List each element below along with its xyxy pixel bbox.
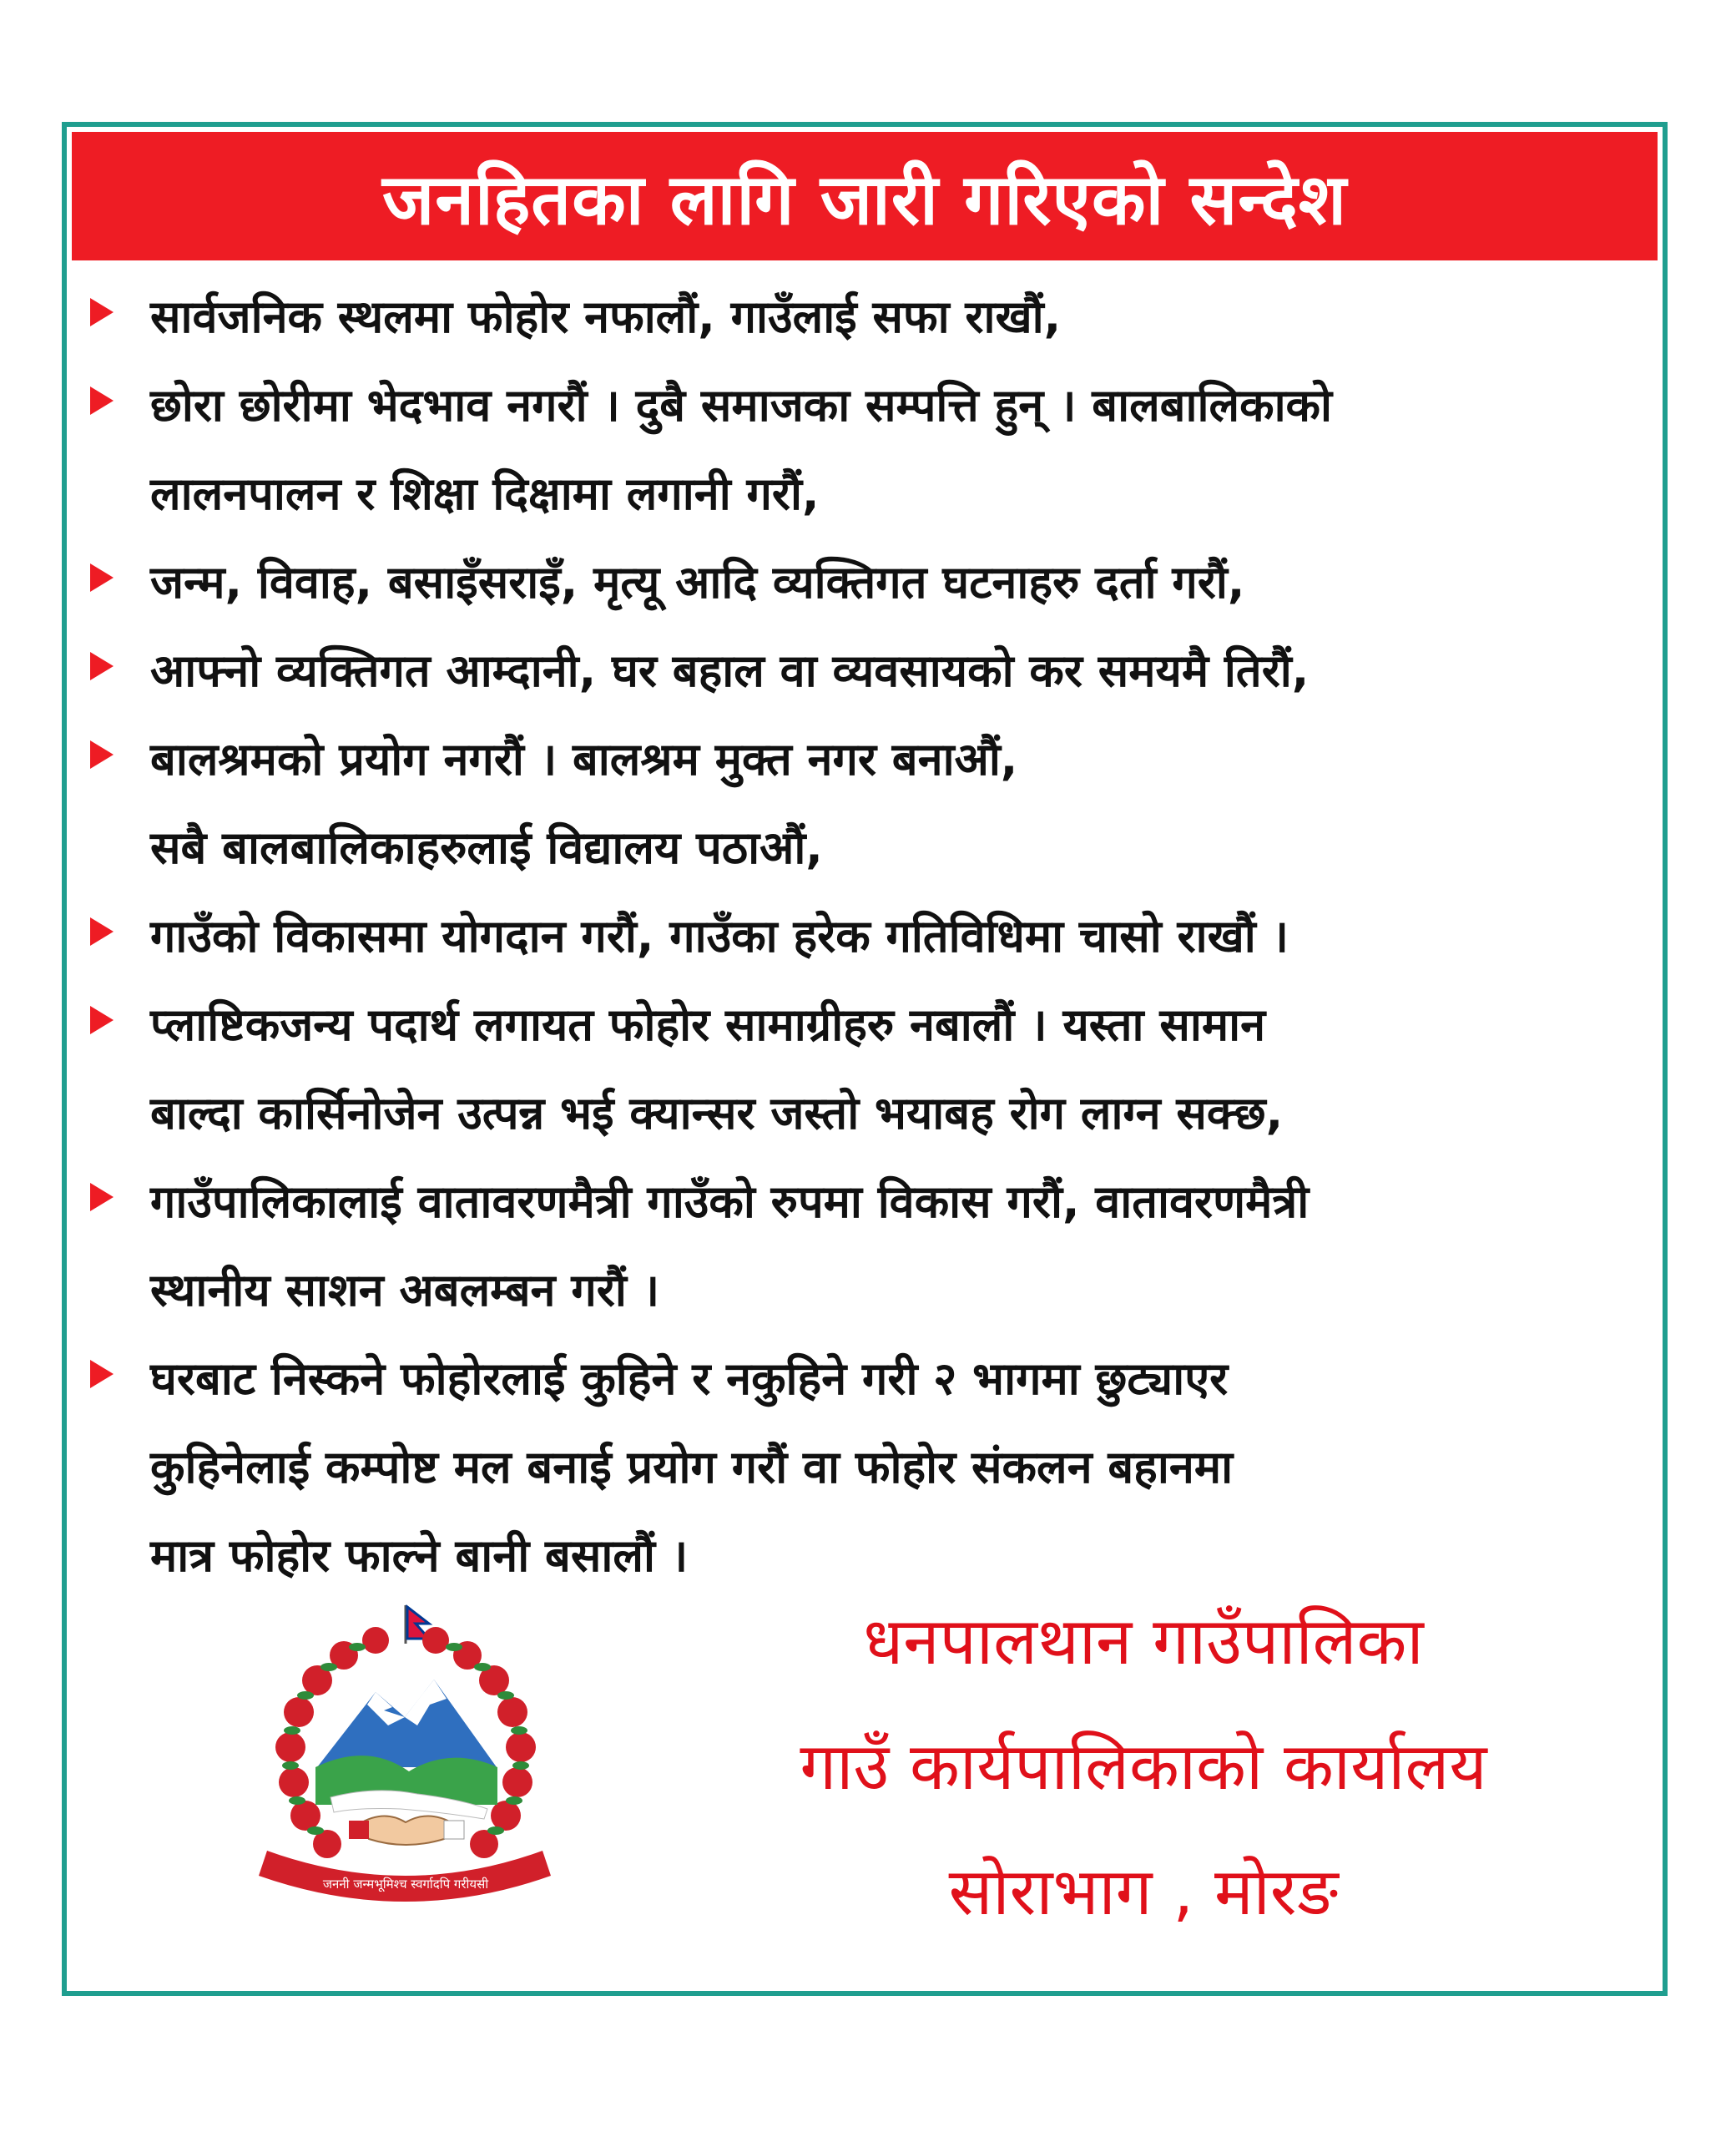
message-line: लालनपालन र शिक्षा दिक्षामा लगानी गरौं, [150,467,820,520]
bullet-arrow-icon [90,298,114,326]
message-item [83,1335,1638,1600]
office-name: धनपालथान गाउँपालिका [863,1604,1424,1680]
message-item [83,273,1638,361]
bullet-arrow-icon [90,652,114,680]
message-item [83,538,1638,627]
message-line: गाउँपालिकालाई वातावरणमैत्री गाउँको रुपमा विकास गरौं, वातावरणमैत्री [150,1175,1310,1228]
message-line: बाल्दा कार्सिनोजेन उत्पन्न भई क्यान्सर जस्तो भयाबह रोग लाग्न सक्छ, [150,1087,1284,1139]
message-line: छोरा छोरीमा भेदभाव नगरौं । दुबै समाजका सम्पत्ति हुन् । बालबालिकाको [150,379,1333,432]
bullet-arrow-icon [90,917,114,946]
message-list [83,273,1638,1600]
bullet-arrow-icon [90,1360,114,1388]
message-line: प्लाष्टिकजन्य पदार्थ लगायत फोहोर सामाग्रीहरु नबालौं । यस्ता सामान [150,998,1266,1051]
bullet-arrow-icon [90,563,114,592]
message-line: गाउँको विकासमा योगदान गरौं, गाउँका हरेक गतिविधिमा चासो राखौं । [150,910,1289,962]
notice-title: जनहितका लागि जारी गरिएको सन्देश [72,132,1658,260]
message-item [83,1158,1638,1335]
message-line: स्थानीय साशन अबलम्बन गरौं । [150,1264,660,1316]
bullet-arrow-icon [90,386,114,415]
office-location: सोराभाग , मोरङ [948,1855,1339,1930]
message-item [83,892,1638,981]
message-item [83,361,1638,538]
bullet-arrow-icon [90,1183,114,1211]
message-line: जन्म, विवाह, बसाइँसराइँ, मृत्यू आदि व्यक्तिगत घटनाहरु दर्ता गरौं, [150,556,1245,609]
message-line: सबै बालबालिकाहरुलाई विद्यालय पठाऔं, [150,821,823,874]
notice-frame [62,122,1668,1996]
message-line: आफ्नो व्यक्तिगत आम्दानी, घर बहाल वा व्यवसायको कर समयमै तिरौं, [150,644,1310,697]
footer [67,1579,1663,1980]
message-item [83,715,1638,892]
message-item [83,627,1638,715]
message-line: सार्वजनिक स्थलमा फोहोर नफालौं, गाउँलाई सफा राखौं, [150,290,1062,343]
bullet-arrow-icon [90,1006,114,1034]
office-block [701,1579,1586,1955]
bullet-arrow-icon [90,740,114,769]
message-line: कुहिनेलाई कम्पोष्ट मल बनाई प्रयोग गरौं वा फोहोर संकलन बहानमा [150,1441,1234,1493]
message-item [83,981,1638,1158]
message-line: मात्र फोहोर फाल्ने बानी बसालौं । [150,1529,689,1582]
emblem-motto: जननी जन्मभूमिश्च स्वर्गादपि गरीयसी [322,1877,489,1892]
message-line: घरबाट निस्कने फोहोरलाई कुहिने र नकुहिने गरी २ भागमा छुट्याएर [150,1352,1229,1405]
message-line: बालश्रमको प्रयोग नगरौं । बालश्रम मुक्त नगर बनाऔं, [150,733,1018,786]
office-unit: गाउँ कार्यपालिकाको कार्यालय [800,1730,1487,1805]
nepal-emblem-icon [250,1600,559,1917]
